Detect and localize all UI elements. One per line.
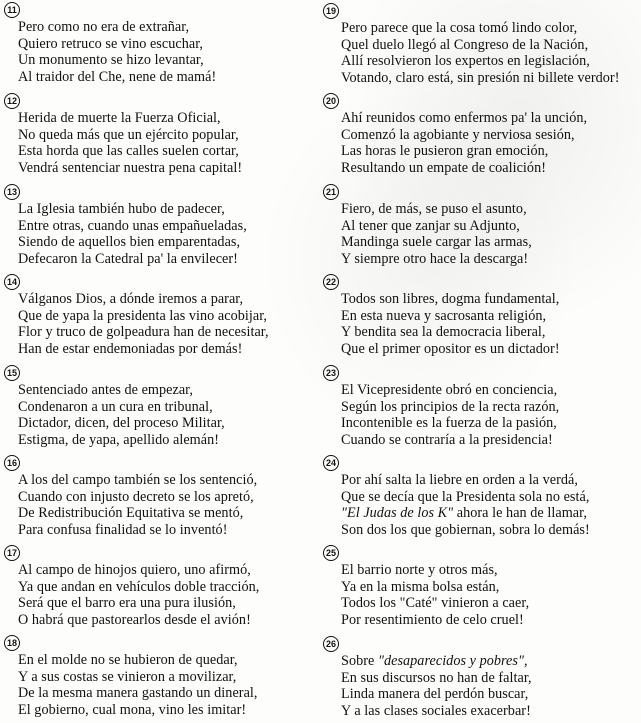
stanza-number: 20 [323, 93, 339, 109]
verse-line: Esta horda que las calles suelen cortar, [18, 143, 239, 160]
verse-line: Que se decía que la Presidenta sola no está, [341, 488, 590, 505]
verse-line: Sentenciado antes de empezar, [18, 382, 193, 398]
verse-line: Vendrá sentenciar nuestra pena capital! [18, 159, 243, 176]
verse-line: Al traidor del Che, nene de mamá! [18, 68, 217, 85]
verse-line: Entre otras, cuando unas empañueladas, [18, 217, 247, 234]
verse-line: Linda manera del perdón buscar, [341, 686, 529, 703]
verse-line: Que de yapa la presidenta las vino acobijar, [18, 307, 268, 324]
verse-line: El Vicepresidente obró en conciencia, [341, 382, 558, 398]
verse-line: Al tener que zanjar su Adjunto, [341, 217, 520, 234]
verse-line: Han de estar endemoniadas por demás! [18, 340, 243, 357]
stanza-lines [341, 20, 619, 86]
stanza-number: 22 [323, 274, 339, 290]
verse-line: De Redistribución Equitativa se mentó, [18, 505, 244, 522]
verse-line: Ya en la misma bolsa están, [341, 578, 500, 595]
verse-line: Allí resolvieron los expertos en legislación, [341, 53, 590, 70]
verse-line: Quel duelo llegó al Congreso de la Nación, [341, 36, 589, 53]
verse-line: Y a las clases sociales exacerbar! [341, 702, 531, 719]
stanza-lines [18, 652, 258, 718]
stanza-lines [18, 562, 259, 628]
stanza-number: 17 [4, 545, 20, 561]
verse-line: De la mesma manera gastando un dineral, [18, 685, 258, 702]
stanza-number: 12 [4, 93, 20, 109]
verse-line: No queda más que un ejército popular, [18, 126, 239, 143]
verse-line: Para confusa finalidad se lo inventó! [18, 521, 228, 538]
verse-italic-text: "desaparecidos y pobres" [377, 653, 524, 669]
verse-line: Por ahí salta la liebre en orden a la verdá, [341, 472, 578, 488]
stanza-number: 16 [4, 455, 20, 471]
verse-line: Fiero, de más, se puso el asunto, [341, 201, 527, 217]
verse-line: La Iglesia también hubo de padecer, [18, 201, 225, 217]
verse-line [341, 653, 532, 670]
verse-line: Dictador, dicen, del proceso Militar, [18, 415, 225, 432]
verse-line: En sus discursos no han de faltar, [341, 669, 532, 686]
stanza-lines [341, 291, 560, 357]
verse-line: Será que el barro era una pura ilusión, [18, 595, 236, 612]
stanza-number: 14 [4, 274, 20, 290]
verse-line: Cuando con injusto decreto se los apretó, [18, 488, 254, 505]
verse-line: Ahí reunidos como enfermos pa' la unción, [341, 110, 588, 126]
stanza-number: 13 [4, 184, 20, 200]
verse-line: Cuando se contraría a la presidencia! [341, 431, 553, 448]
verse-line: Todos los "Caté" vinieron a caer, [341, 595, 530, 612]
verse-text: ahora le han de llamar, [453, 505, 587, 522]
stanza-lines [341, 472, 590, 538]
stanza-lines [341, 201, 532, 267]
verse-line: Comenzó la agobiante y nerviosa sesión, [341, 126, 575, 143]
stanza-number: 18 [4, 635, 20, 651]
verse-line: Incontenible es la fuerza de la pasión, [341, 415, 557, 432]
stanza-lines [18, 201, 247, 267]
verse-line: Por resentimiento de celo cruel! [341, 611, 524, 628]
verse-line: Un monumento se hizo levantar, [18, 52, 204, 69]
stanza-number: 15 [4, 365, 20, 381]
stanza-number: 25 [323, 545, 339, 561]
stanza-number: 26 [323, 636, 339, 652]
stanza-number: 11 [4, 2, 20, 18]
verse-line: El gobierno, cual mona, vino les imitar! [18, 701, 247, 718]
verse-text: , [524, 653, 528, 669]
verse-line: Ya que andan en vehículos doble tracción, [18, 578, 260, 595]
verse-line: El barrio norte y otros más, [341, 562, 498, 578]
verse-line: Las horas le pusieron gran emoción, [341, 143, 549, 160]
verse-line: Mandinga suele cargar las armas, [341, 234, 532, 251]
verse-line [341, 505, 590, 522]
stanza-lines [341, 382, 559, 448]
verse-line: Válganos Dios, a dónde iremos a parar, [18, 291, 244, 307]
verse-line: Votando, claro está, sin presión ni billete verdor! [341, 69, 620, 86]
verse-italic-text: "El Judas de los K" [341, 505, 454, 522]
verse-line: Pero parece que la cosa tomó lindo color, [341, 20, 578, 36]
stanza-lines [18, 291, 269, 357]
verse-line: Y bendita sea la democracia liberal, [341, 324, 546, 341]
stanza-lines [18, 382, 225, 448]
verse-line: En el molde no se hubieron de quedar, [18, 652, 238, 668]
stanza-number: 19 [323, 3, 339, 19]
stanza-lines [18, 110, 242, 176]
verse-line: Al campo de hinojos quiero, uno afirmó, [18, 562, 251, 578]
stanza-lines [341, 653, 532, 719]
verse-line: Según los principios de la recta razón, [341, 398, 560, 415]
verse-line: Pero como no era de extrañar, [18, 19, 190, 35]
verse-line: Que el primer opositor es un dictador! [341, 340, 560, 357]
verse-line: Condenaron a un cura en tribunal, [18, 398, 213, 415]
verse-line: Quiero retruco se vino escuchar, [18, 35, 203, 52]
verse-line: Siendo de aquellos bien emparentadas, [18, 234, 241, 251]
verse-line: Estigma, de yapa, apellido alemán! [18, 431, 220, 448]
verse-line: A los del campo también se los sentenció, [18, 472, 258, 488]
verse-line: Y a sus costas se vinieron a movilizar, [18, 668, 237, 685]
stanza-number: 23 [323, 365, 339, 381]
verse-text: Sobre [341, 653, 378, 669]
verse-line: Y siempre otro hace la descarga! [341, 250, 529, 267]
verse-line: Resultando un empate de coalición! [341, 159, 546, 176]
verse-line: Defecaron la Catedral pa' la envilecer! [18, 250, 238, 267]
verse-line: Herida de muerte la Fuerza Oficial, [18, 110, 221, 126]
stanza-number: 24 [323, 455, 339, 471]
verse-line: Son dos los que gobiernan, sobra lo demás! [341, 521, 590, 538]
verse-line: Flor y truco de golpeadura han de necesitar, [18, 324, 269, 341]
stanza-lines [341, 562, 529, 628]
stanza-number: 21 [323, 184, 339, 200]
stanza-lines [18, 472, 257, 538]
verse-line: Todos son libres, dogma fundamental, [341, 291, 560, 307]
verse-line: O habrá que pastorearlos desde el avión! [18, 611, 251, 628]
verse-line: En esta nueva y sacrosanta religión, [341, 307, 547, 324]
stanza-lines [18, 19, 216, 85]
stanza-lines [341, 110, 587, 176]
